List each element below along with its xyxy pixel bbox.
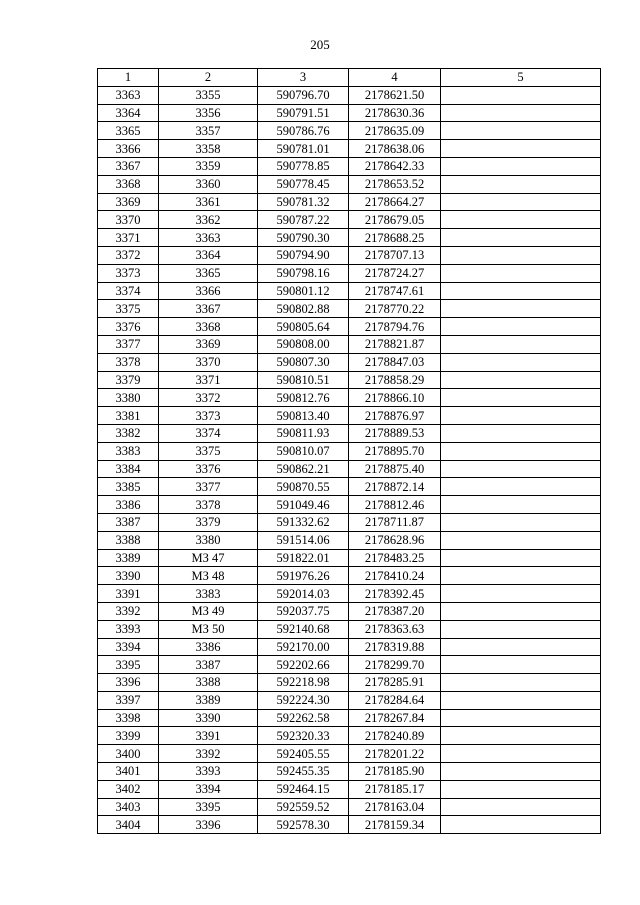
coordinates-table: [97, 68, 601, 834]
point-id-cell: 3369: [159, 335, 258, 353]
note-cell: [441, 318, 601, 336]
coordinate-y-cell: 2178688.25: [349, 229, 441, 247]
row-number-cell: 3399: [98, 727, 159, 745]
row-number-cell: 3395: [98, 656, 159, 674]
point-id-cell: 3391: [159, 727, 258, 745]
note-cell: [441, 674, 601, 692]
coordinate-y-cell: 2178363.63: [349, 620, 441, 638]
coordinate-x-cell: 590801.12: [258, 282, 349, 300]
page-number: 205: [310, 37, 330, 52]
table-row: [98, 246, 601, 264]
row-number-cell: 3365: [98, 122, 159, 140]
coordinate-x-cell: 590802.88: [258, 300, 349, 318]
row-number-cell: 3402: [98, 780, 159, 798]
coordinate-y-cell: 2178724.27: [349, 264, 441, 282]
note-cell: [441, 389, 601, 407]
table-row: [98, 122, 601, 140]
table-row: [98, 300, 601, 318]
coordinate-x-cell: 592320.33: [258, 727, 349, 745]
coordinate-y-cell: 2178889.53: [349, 424, 441, 442]
table-row: [98, 282, 601, 300]
coordinate-x-cell: 590810.51: [258, 371, 349, 389]
row-number-cell: 3373: [98, 264, 159, 282]
coordinate-x-cell: 592262.58: [258, 709, 349, 727]
header-row: [98, 69, 601, 87]
note-cell: [441, 175, 601, 193]
coordinate-x-cell: 590786.76: [258, 122, 349, 140]
point-id-cell: 3357: [159, 122, 258, 140]
coordinate-y-cell: 2178679.05: [349, 211, 441, 229]
point-id-cell: 3392: [159, 745, 258, 763]
point-id-cell: 3373: [159, 407, 258, 425]
note-cell: [441, 478, 601, 496]
note-cell: [441, 246, 601, 264]
row-number-cell: 3384: [98, 460, 159, 478]
row-number-cell: 3363: [98, 86, 159, 104]
table-row: [98, 318, 601, 336]
table-row: [98, 531, 601, 549]
point-id-cell: 3390: [159, 709, 258, 727]
point-id-cell: 3386: [159, 638, 258, 656]
note-cell: [441, 798, 601, 816]
coordinate-y-cell: 2178628.96: [349, 531, 441, 549]
row-number-cell: 3392: [98, 602, 159, 620]
row-number-cell: 3393: [98, 620, 159, 638]
table-row: [98, 620, 601, 638]
table-row: [98, 513, 601, 531]
row-number-cell: 3386: [98, 496, 159, 514]
table-row: [98, 638, 601, 656]
column-header-5: 5: [441, 69, 601, 87]
coordinate-x-cell: 590794.90: [258, 246, 349, 264]
coordinate-y-cell: 2178707.13: [349, 246, 441, 264]
coordinate-x-cell: 590805.64: [258, 318, 349, 336]
row-number-cell: 3403: [98, 798, 159, 816]
table-row: [98, 371, 601, 389]
note-cell: [441, 229, 601, 247]
note-cell: [441, 602, 601, 620]
note-cell: [441, 638, 601, 656]
coordinate-x-cell: 590796.70: [258, 86, 349, 104]
coordinate-x-cell: 590862.21: [258, 460, 349, 478]
row-number-cell: 3388: [98, 531, 159, 549]
note-cell: [441, 353, 601, 371]
coordinate-y-cell: 2178770.22: [349, 300, 441, 318]
row-number-cell: 3401: [98, 763, 159, 781]
note-cell: [441, 513, 601, 531]
coordinate-x-cell: 590790.30: [258, 229, 349, 247]
note-cell: [441, 86, 601, 104]
note-cell: [441, 763, 601, 781]
table-row: [98, 602, 601, 620]
coordinate-y-cell: 2178483.25: [349, 549, 441, 567]
table-row: [98, 86, 601, 104]
table-row: [98, 496, 601, 514]
table-row: [98, 478, 601, 496]
row-number-cell: 3383: [98, 442, 159, 460]
column-header-4: 4: [349, 69, 441, 87]
point-id-cell: 3394: [159, 780, 258, 798]
point-id-cell: 3376: [159, 460, 258, 478]
coordinate-y-cell: 2178201.22: [349, 745, 441, 763]
point-id-cell: 3378: [159, 496, 258, 514]
table-row: [98, 745, 601, 763]
note-cell: [441, 211, 601, 229]
point-id-cell: МЗ 48: [159, 567, 258, 585]
coordinate-y-cell: 2178858.29: [349, 371, 441, 389]
coordinate-y-cell: 2178410.24: [349, 567, 441, 585]
table-row: [98, 157, 601, 175]
row-number-cell: 3389: [98, 549, 159, 567]
point-id-cell: 3387: [159, 656, 258, 674]
row-number-cell: 3372: [98, 246, 159, 264]
coordinate-x-cell: 590778.45: [258, 175, 349, 193]
coordinate-x-cell: 590870.55: [258, 478, 349, 496]
point-id-cell: 3359: [159, 157, 258, 175]
coordinate-x-cell: 591514.06: [258, 531, 349, 549]
coordinate-y-cell: 2178387.20: [349, 602, 441, 620]
point-id-cell: 3383: [159, 585, 258, 603]
point-id-cell: 3395: [159, 798, 258, 816]
point-id-cell: 3364: [159, 246, 258, 264]
row-number-cell: 3364: [98, 104, 159, 122]
coordinate-y-cell: 2178240.89: [349, 727, 441, 745]
table-row: [98, 424, 601, 442]
row-number-cell: 3396: [98, 674, 159, 692]
point-id-cell: 3377: [159, 478, 258, 496]
note-cell: [441, 496, 601, 514]
coordinate-x-cell: 592578.30: [258, 816, 349, 834]
coordinate-y-cell: 2178821.87: [349, 335, 441, 353]
row-number-cell: 3374: [98, 282, 159, 300]
row-number-cell: 3377: [98, 335, 159, 353]
coordinate-x-cell: 591822.01: [258, 549, 349, 567]
point-id-cell: 3393: [159, 763, 258, 781]
coordinate-y-cell: 2178185.90: [349, 763, 441, 781]
note-cell: [441, 816, 601, 834]
note-cell: [441, 300, 601, 318]
note-cell: [441, 282, 601, 300]
row-number-cell: 3380: [98, 389, 159, 407]
point-id-cell: 3388: [159, 674, 258, 692]
coordinate-y-cell: 2178319.88: [349, 638, 441, 656]
table-row: [98, 798, 601, 816]
table-row: [98, 389, 601, 407]
coordinate-x-cell: 590778.85: [258, 157, 349, 175]
point-id-cell: 3368: [159, 318, 258, 336]
note-cell: [441, 585, 601, 603]
coordinate-y-cell: 2178638.06: [349, 140, 441, 158]
point-id-cell: 3355: [159, 86, 258, 104]
coordinate-y-cell: 2178794.76: [349, 318, 441, 336]
coordinate-y-cell: 2178284.64: [349, 691, 441, 709]
table-row: [98, 549, 601, 567]
row-number-cell: 3382: [98, 424, 159, 442]
table-row: [98, 353, 601, 371]
note-cell: [441, 745, 601, 763]
point-id-cell: 3356: [159, 104, 258, 122]
note-cell: [441, 193, 601, 211]
row-number-cell: 3375: [98, 300, 159, 318]
coordinate-y-cell: 2178185.17: [349, 780, 441, 798]
table-row: [98, 780, 601, 798]
note-cell: [441, 549, 601, 567]
coordinate-x-cell: 590781.32: [258, 193, 349, 211]
coordinate-y-cell: 2178642.33: [349, 157, 441, 175]
coordinate-x-cell: 592405.55: [258, 745, 349, 763]
row-number-cell: 3387: [98, 513, 159, 531]
coordinate-x-cell: 590781.01: [258, 140, 349, 158]
point-id-cell: МЗ 47: [159, 549, 258, 567]
point-id-cell: 3361: [159, 193, 258, 211]
table-row: [98, 585, 601, 603]
row-number-cell: 3366: [98, 140, 159, 158]
note-cell: [441, 264, 601, 282]
coordinate-x-cell: 592014.03: [258, 585, 349, 603]
point-id-cell: МЗ 49: [159, 602, 258, 620]
coordinate-x-cell: 592202.66: [258, 656, 349, 674]
coordinate-x-cell: 590810.07: [258, 442, 349, 460]
point-id-cell: 3372: [159, 389, 258, 407]
table-row: [98, 175, 601, 193]
table-row: [98, 567, 601, 585]
note-cell: [441, 140, 601, 158]
note-cell: [441, 424, 601, 442]
column-header-2: 2: [159, 69, 258, 87]
note-cell: [441, 709, 601, 727]
point-id-cell: 3370: [159, 353, 258, 371]
coordinate-y-cell: 2178812.46: [349, 496, 441, 514]
table-row: [98, 763, 601, 781]
coordinate-y-cell: 2178159.34: [349, 816, 441, 834]
point-id-cell: 3358: [159, 140, 258, 158]
table-row: [98, 264, 601, 282]
note-cell: [441, 620, 601, 638]
coordinate-y-cell: 2178285.91: [349, 674, 441, 692]
coordinate-x-cell: 592140.68: [258, 620, 349, 638]
row-number-cell: 3397: [98, 691, 159, 709]
coordinate-y-cell: 2178630.36: [349, 104, 441, 122]
coordinate-y-cell: 2178299.70: [349, 656, 441, 674]
coordinate-x-cell: 592170.00: [258, 638, 349, 656]
row-number-cell: 3378: [98, 353, 159, 371]
note-cell: [441, 335, 601, 353]
table-row: [98, 691, 601, 709]
coordinate-x-cell: 592218.98: [258, 674, 349, 692]
note-cell: [441, 442, 601, 460]
point-id-cell: МЗ 50: [159, 620, 258, 638]
table-row: [98, 709, 601, 727]
coordinate-y-cell: 2178872.14: [349, 478, 441, 496]
note-cell: [441, 727, 601, 745]
coordinate-y-cell: 2178621.50: [349, 86, 441, 104]
note-cell: [441, 531, 601, 549]
table-row: [98, 407, 601, 425]
note-cell: [441, 407, 601, 425]
coordinate-x-cell: 591049.46: [258, 496, 349, 514]
coordinate-y-cell: 2178267.84: [349, 709, 441, 727]
coordinate-x-cell: 590798.16: [258, 264, 349, 282]
row-number-cell: 3368: [98, 175, 159, 193]
coordinate-x-cell: 592464.15: [258, 780, 349, 798]
table-row: [98, 460, 601, 478]
point-id-cell: 3362: [159, 211, 258, 229]
note-cell: [441, 780, 601, 798]
point-id-cell: 3363: [159, 229, 258, 247]
coordinate-x-cell: 591976.26: [258, 567, 349, 585]
coordinate-y-cell: 2178876.97: [349, 407, 441, 425]
row-number-cell: 3379: [98, 371, 159, 389]
coordinate-x-cell: 590787.22: [258, 211, 349, 229]
note-cell: [441, 691, 601, 709]
column-header-3: 3: [258, 69, 349, 87]
point-id-cell: 3365: [159, 264, 258, 282]
note-cell: [441, 460, 601, 478]
table-row: [98, 229, 601, 247]
coordinate-x-cell: 590791.51: [258, 104, 349, 122]
note-cell: [441, 104, 601, 122]
note-cell: [441, 656, 601, 674]
coordinate-y-cell: 2178392.45: [349, 585, 441, 603]
row-number-cell: 3390: [98, 567, 159, 585]
coordinate-y-cell: 2178664.27: [349, 193, 441, 211]
table-row: [98, 727, 601, 745]
point-id-cell: 3366: [159, 282, 258, 300]
row-number-cell: 3376: [98, 318, 159, 336]
coordinate-y-cell: 2178866.10: [349, 389, 441, 407]
coordinate-x-cell: 592559.52: [258, 798, 349, 816]
table-row: [98, 335, 601, 353]
row-number-cell: 3371: [98, 229, 159, 247]
note-cell: [441, 371, 601, 389]
row-number-cell: 3398: [98, 709, 159, 727]
row-number-cell: 3381: [98, 407, 159, 425]
point-id-cell: 3389: [159, 691, 258, 709]
row-number-cell: 3394: [98, 638, 159, 656]
point-id-cell: 3374: [159, 424, 258, 442]
point-id-cell: 3396: [159, 816, 258, 834]
point-id-cell: 3360: [159, 175, 258, 193]
coordinate-y-cell: 2178847.03: [349, 353, 441, 371]
table-body: [98, 86, 601, 833]
note-cell: [441, 567, 601, 585]
coordinate-y-cell: 2178653.52: [349, 175, 441, 193]
column-header-1: 1: [98, 69, 159, 87]
point-id-cell: 3380: [159, 531, 258, 549]
coordinate-x-cell: 591332.62: [258, 513, 349, 531]
coordinate-x-cell: 590811.93: [258, 424, 349, 442]
point-id-cell: 3371: [159, 371, 258, 389]
table-row: [98, 816, 601, 834]
point-id-cell: 3375: [159, 442, 258, 460]
coordinate-x-cell: 592455.35: [258, 763, 349, 781]
row-number-cell: 3385: [98, 478, 159, 496]
note-cell: [441, 157, 601, 175]
row-number-cell: 3391: [98, 585, 159, 603]
coordinate-y-cell: 2178747.61: [349, 282, 441, 300]
coordinate-y-cell: 2178711.87: [349, 513, 441, 531]
row-number-cell: 3400: [98, 745, 159, 763]
table-row: [98, 104, 601, 122]
row-number-cell: 3370: [98, 211, 159, 229]
table-row: [98, 140, 601, 158]
coordinate-x-cell: 590808.00: [258, 335, 349, 353]
point-id-cell: 3379: [159, 513, 258, 531]
coordinate-y-cell: 2178635.09: [349, 122, 441, 140]
coordinate-x-cell: 592037.75: [258, 602, 349, 620]
table-row: [98, 674, 601, 692]
table-row: [98, 211, 601, 229]
coordinate-x-cell: 590812.76: [258, 389, 349, 407]
table-header: [98, 69, 601, 87]
note-cell: [441, 122, 601, 140]
coordinate-x-cell: 592224.30: [258, 691, 349, 709]
coordinate-x-cell: 590807.30: [258, 353, 349, 371]
row-number-cell: 3404: [98, 816, 159, 834]
coordinate-y-cell: 2178895.70: [349, 442, 441, 460]
table-row: [98, 656, 601, 674]
coordinate-y-cell: 2178875.40: [349, 460, 441, 478]
coordinate-x-cell: 590813.40: [258, 407, 349, 425]
coordinate-y-cell: 2178163.04: [349, 798, 441, 816]
point-id-cell: 3367: [159, 300, 258, 318]
row-number-cell: 3367: [98, 157, 159, 175]
row-number-cell: 3369: [98, 193, 159, 211]
table-row: [98, 442, 601, 460]
table-row: [98, 193, 601, 211]
